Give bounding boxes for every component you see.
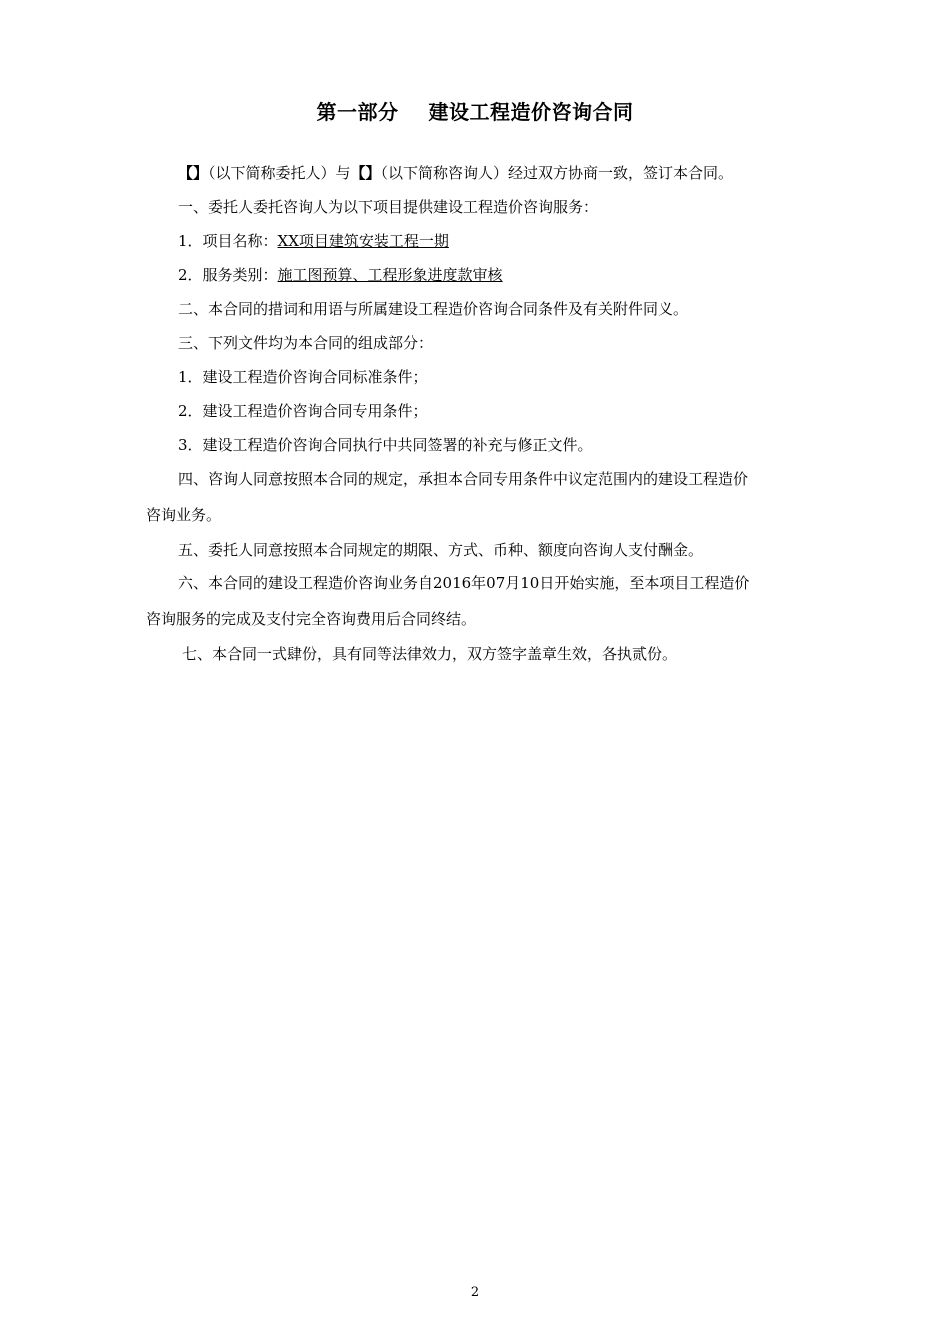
service-type-label: 2．服务类别： (178, 266, 278, 284)
document-item-2: 2．建设工程造价咨询合同专用条件； (178, 402, 428, 420)
clause-1: 一、委托人委托咨询人为以下项目提供建设工程造价咨询服务： (178, 198, 599, 216)
title-main: 建设工程造价咨询合同 (428, 100, 634, 124)
clause-4-line-2: 咨询业务。 (146, 506, 222, 524)
clause-3: 三、下列文件均为本合同的组成部分： (178, 334, 434, 352)
intro-paragraph (146, 156, 810, 190)
document-item-1: 1．建设工程造价咨询合同标准条件； (178, 368, 428, 386)
clause-6-line-1: 六、本合同的建设工程造价咨询业务自2016年07月10日开始实施，至本项目工程造价 (178, 574, 750, 592)
project-name-value: XX项目建筑安装工程一期 (277, 232, 449, 250)
intro-text-2: （以下简称咨询人）经过双方协商一致，签订本合同。 (380, 164, 734, 182)
project-name-line (146, 224, 810, 258)
consultant-name-blank: 【】 (350, 164, 381, 182)
clause-2: 二、本合同的措词和用语与所属建设工程造价咨询合同条件及有关附件同义。 (178, 300, 689, 318)
intro-text-1: （以下简称委托人）与 (208, 164, 351, 182)
document-item-3: 3．建设工程造价咨询合同执行中共同签署的补充与修正文件。 (178, 436, 593, 454)
clause-7: 七、本合同一式肆份，具有同等法律效力，双方签字盖章生效，各执贰份。 (182, 645, 678, 663)
project-name-label: 1．项目名称： (178, 232, 278, 250)
clause-5: 五、委托人同意按照本合同规定的期限、方式、币种、额度向咨询人支付酬金。 (178, 541, 704, 559)
title-part: 第一部分 (316, 100, 399, 124)
document-title (0, 98, 950, 126)
client-name-blank: 【】 (178, 164, 209, 182)
clause-6-line-2: 咨询服务的完成及支付完全咨询费用后合同终结。 (146, 610, 477, 628)
service-type-line (146, 258, 810, 292)
clause-4-line-1: 四、咨询人同意按照本合同的规定，承担本合同专用条件中议定范围内的建设工程造价 (178, 470, 749, 488)
service-type-value: 施工图预算、工程形象进度款审核 (277, 266, 503, 284)
page-number: 2 (470, 1285, 480, 1300)
